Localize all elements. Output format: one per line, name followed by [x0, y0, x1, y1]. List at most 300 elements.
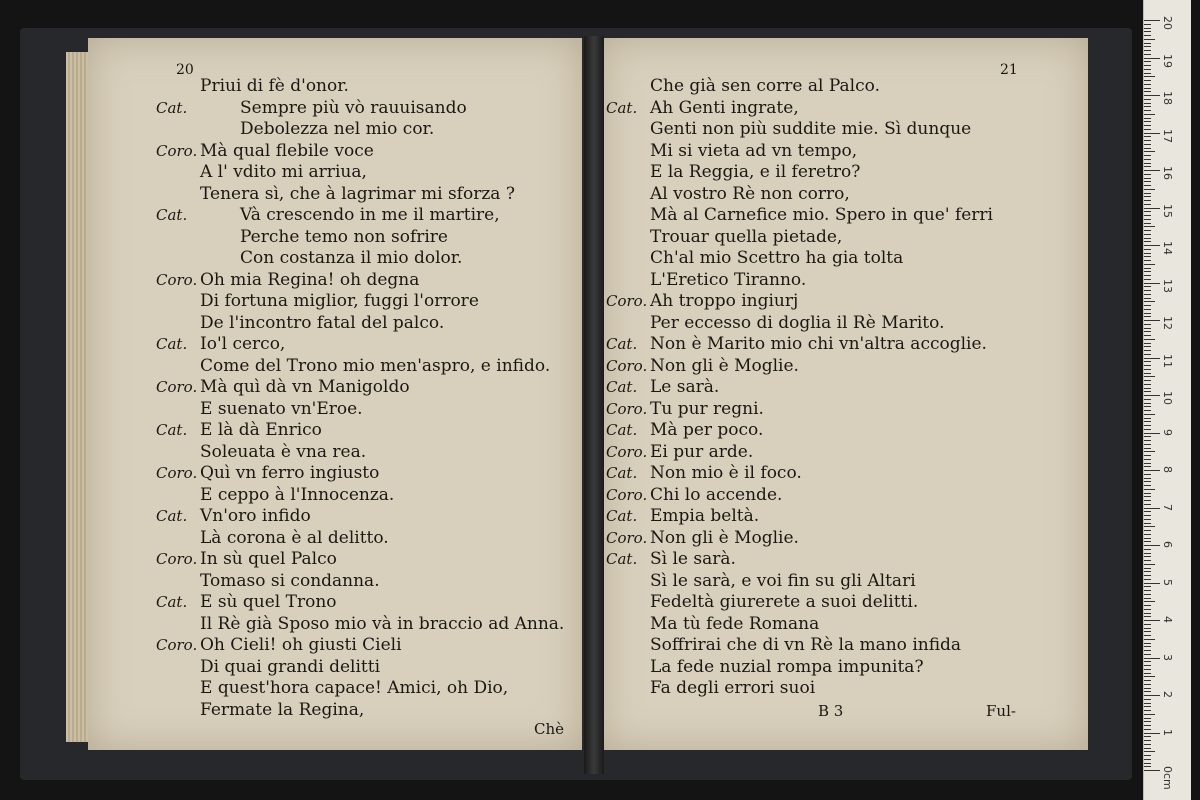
ruler-tick [1144, 298, 1151, 299]
ruler-tick [1144, 95, 1160, 96]
verse-line [156, 162, 576, 184]
ruler-tick [1144, 328, 1151, 329]
ruler-label: 7 [1161, 503, 1174, 511]
speaker-label: Cat. [156, 335, 188, 353]
ruler-tick [1144, 740, 1151, 741]
ruler-tick [1144, 470, 1160, 471]
ruler-tick [1144, 294, 1151, 295]
ruler-tick [1144, 669, 1151, 670]
ruler-tick [1144, 178, 1151, 179]
verse-line [606, 227, 1082, 249]
verse-text: Tenera sì, che à lagrimar mi sforza ? [200, 183, 515, 204]
ruler-tick [1144, 136, 1151, 137]
ruler-tick [1144, 69, 1151, 70]
speaker-label: Cat. [606, 98, 638, 117]
verse-line [156, 592, 576, 614]
ruler-tick [1144, 508, 1160, 509]
verse-line [606, 313, 1082, 335]
right-page-text [606, 76, 1082, 700]
speaker-label: Coro. [606, 485, 648, 504]
ruler-tick [1144, 264, 1155, 265]
verse-line [156, 657, 576, 679]
verse-text: Mà quì dà vn Manigoldo [200, 377, 410, 397]
ruler-tick [1144, 444, 1151, 445]
right-page-number: 21 [1000, 62, 1018, 78]
ruler-tick [1144, 635, 1151, 636]
verse-text: Trouar quella pietade, [650, 226, 843, 247]
verse-text: Soleuata è vna rea. [200, 441, 367, 462]
ruler-tick [1144, 133, 1160, 134]
verse-line [606, 119, 1082, 141]
verse-line [156, 184, 576, 206]
speaker-label: Coro. [156, 270, 198, 289]
verse-text: In sù quel Palco [200, 549, 337, 569]
ruler-tick [1144, 28, 1151, 29]
ruler-tick [1144, 140, 1151, 141]
speaker-label: Cat. [606, 550, 638, 568]
ruler-tick [1144, 226, 1155, 227]
verse-text: Di quai grandi delitti [200, 656, 381, 677]
ruler-tick [1144, 586, 1151, 587]
ruler-tick [1144, 61, 1151, 62]
verse-text: Perche temo non sofrire [240, 226, 448, 247]
ruler-label: 3 [1161, 653, 1174, 661]
ruler-label: 11 [1161, 353, 1174, 368]
ruler-tick [1144, 571, 1151, 572]
ruler-tick [1144, 620, 1160, 621]
ruler-tick [1144, 530, 1151, 531]
verse-text: Le sarà. [650, 377, 720, 397]
verse-line [606, 76, 1082, 98]
ruler-tick [1144, 31, 1151, 32]
verse-line [156, 399, 576, 421]
verse-line [156, 248, 576, 270]
verse-text: Soffrirai che di vn Rè la mano infida [650, 635, 962, 655]
ruler-tick [1144, 286, 1151, 287]
verse-line [606, 571, 1082, 593]
ruler-tick [1144, 290, 1151, 291]
ruler-tick [1144, 373, 1151, 374]
ruler-tick [1144, 680, 1151, 681]
speaker-label: Cat. [156, 507, 188, 525]
verse-line [606, 528, 1082, 550]
verse-line [606, 657, 1082, 679]
ruler-tick [1144, 20, 1160, 21]
ruler-tick [1144, 46, 1151, 47]
verse-text: Tomaso si condanna. [200, 570, 380, 591]
ruler-tick [1144, 598, 1151, 599]
verse-line [606, 98, 1082, 120]
ruler-tick [1144, 339, 1155, 340]
ruler-label: 18 [1161, 91, 1174, 105]
ruler-tick [1144, 193, 1151, 194]
ruler-tick [1144, 388, 1151, 389]
speaker-label: Coro. [606, 356, 648, 375]
verse-line [606, 377, 1082, 399]
ruler-tick [1144, 395, 1160, 396]
verse-text: Ah Genti ingrate, [650, 97, 799, 118]
ruler-tick [1144, 688, 1151, 689]
verse-line [606, 678, 1082, 700]
ruler-tick [1144, 181, 1151, 182]
verse-text: Non mio è il foco. [650, 463, 802, 483]
verse-line [156, 635, 576, 657]
ruler-tick [1144, 309, 1151, 310]
ruler-tick [1144, 320, 1160, 321]
ruler-tick [1144, 369, 1151, 370]
verse-text: Il Rè già Sposo mio và in braccio ad Anna. [200, 613, 565, 634]
ruler-label: 2 [1161, 691, 1174, 698]
verse-line [156, 313, 576, 335]
ruler-tick [1144, 144, 1151, 145]
ruler-label: 14 [1161, 241, 1174, 255]
speaker-label: Cat. [606, 421, 638, 439]
ruler-tick [1144, 463, 1151, 464]
verse-line [156, 377, 576, 399]
ruler-label: 4 [1161, 616, 1174, 623]
verse-text: Ah troppo ingiurj [650, 291, 799, 311]
ruler-tick [1144, 534, 1151, 535]
ruler-label: 12 [1161, 316, 1174, 330]
ruler-tick [1144, 500, 1151, 501]
ruler-tick [1144, 703, 1151, 704]
ruler-tick [1144, 714, 1155, 715]
ruler-tick [1144, 268, 1151, 269]
ruler-tick [1144, 24, 1151, 25]
verse-line [156, 571, 576, 593]
speaker-label: Coro. [156, 378, 198, 396]
ruler-tick [1144, 230, 1151, 231]
verse-line [606, 291, 1082, 313]
speaker-label: Cat. [606, 378, 638, 396]
verse-line [156, 270, 576, 292]
verse-line [606, 334, 1082, 356]
ruler-tick [1144, 80, 1151, 81]
ruler-label: 15 [1161, 203, 1174, 218]
ruler-label: 17 [1161, 128, 1174, 143]
ruler-tick [1144, 365, 1151, 366]
verse-text: La fede nuzial rompa impunita? [650, 656, 924, 677]
ruler-tick [1144, 429, 1151, 430]
verse-line [606, 162, 1082, 184]
ruler-tick [1144, 260, 1151, 261]
ruler-tick [1144, 706, 1151, 707]
verse-text: Ma tù fede Romana [650, 613, 820, 634]
ruler-tick [1144, 313, 1151, 314]
ruler-tick [1144, 455, 1151, 456]
verse-line [156, 420, 576, 442]
verse-text: Empia beltà. [650, 506, 760, 526]
verse-text: Là corona è al delitto. [200, 527, 389, 548]
ruler-tick [1144, 624, 1151, 625]
left-page-number: 20 [176, 62, 194, 78]
ruler-tick [1144, 485, 1151, 486]
ruler-tick [1144, 748, 1151, 749]
verse-line [156, 205, 576, 227]
verse-text: E là dà Enrico [200, 420, 322, 440]
ruler-tick [1144, 219, 1151, 220]
ruler-tick [1144, 744, 1151, 745]
ruler-tick [1144, 316, 1151, 317]
ruler-tick [1144, 493, 1151, 494]
verse-text: Sì le sarà. [650, 549, 736, 569]
ruler-label: 16 [1161, 166, 1174, 180]
ruler-label: 10 [1161, 391, 1174, 405]
verse-line [606, 549, 1082, 571]
ruler-tick [1144, 223, 1151, 224]
verse-line [156, 528, 576, 550]
verse-line [606, 420, 1082, 442]
verse-text: Che già sen corre al Palco. [650, 76, 880, 96]
verse-line [156, 700, 576, 722]
verse-text: Di fortuna miglior, fuggi l'orrore [200, 291, 479, 311]
verse-text: Mà qual flebile voce [200, 140, 374, 161]
ruler-tick [1144, 384, 1151, 385]
verse-line [606, 442, 1082, 464]
ruler-tick [1144, 174, 1151, 175]
ruler-tick [1144, 695, 1160, 696]
verse-line [156, 76, 576, 98]
speaker-label: Coro. [606, 442, 648, 461]
verse-line [156, 119, 576, 141]
verse-text: Vn'oro infido [200, 506, 311, 526]
ruler-tick [1144, 204, 1151, 205]
verse-line [606, 270, 1082, 292]
verse-text: Mà al Carnefice mio. Spero in que' ferri [650, 205, 993, 225]
ruler-tick [1144, 346, 1151, 347]
measurement-ruler [1143, 0, 1191, 800]
ruler-tick [1144, 759, 1151, 760]
verse-line [606, 485, 1082, 507]
speaker-label: Cat. [606, 464, 638, 482]
ruler-tick [1144, 283, 1160, 284]
ruler-tick [1144, 361, 1151, 362]
ruler-tick [1144, 474, 1151, 475]
ruler-tick [1144, 185, 1151, 186]
ruler-tick [1144, 639, 1155, 640]
speaker-label: Cat. [156, 98, 188, 117]
ruler-tick [1144, 489, 1155, 490]
ruler-tick [1144, 238, 1151, 239]
ruler-tick [1144, 658, 1160, 659]
ruler-tick [1144, 601, 1155, 602]
ruler-tick [1144, 148, 1151, 149]
speaker-label: Coro. [156, 141, 198, 160]
ruler-tick [1144, 253, 1151, 254]
verse-text: Priui di fè d'onor. [200, 76, 349, 96]
ruler-tick [1144, 643, 1151, 644]
ruler-tick [1144, 609, 1151, 610]
verse-line [606, 614, 1082, 636]
ruler-tick [1144, 556, 1151, 557]
verse-line [606, 356, 1082, 378]
ruler-tick [1144, 451, 1155, 452]
ruler-tick [1144, 710, 1151, 711]
ruler-tick [1144, 91, 1151, 92]
verse-text: Non è Marito mio chi vn'altra accoglie. [650, 334, 987, 354]
ruler-tick [1144, 196, 1151, 197]
verse-line [606, 205, 1082, 227]
ruler-tick [1144, 583, 1160, 584]
ruler-tick [1144, 358, 1160, 359]
ruler-tick [1144, 159, 1151, 160]
verse-line [156, 334, 576, 356]
verse-text: Fa degli errori suoi [650, 678, 816, 698]
verse-line [156, 506, 576, 528]
ruler-tick [1144, 189, 1155, 190]
ruler-tick [1144, 110, 1151, 111]
ruler-tick [1144, 249, 1151, 250]
ruler-tick [1144, 481, 1151, 482]
ruler-tick [1144, 676, 1155, 677]
ruler-tick [1144, 459, 1151, 460]
verse-text: Oh mia Regina! oh degna [200, 269, 420, 290]
ruler-label: 0cm [1161, 766, 1174, 790]
page-edges [66, 52, 90, 742]
verse-line [156, 227, 576, 249]
speaker-label: Coro. [156, 550, 198, 568]
verse-text: Sempre più vò rauuisando [240, 97, 467, 118]
ruler-tick [1144, 519, 1151, 520]
verse-text: Genti non più suddite mie. Sì dunque [650, 119, 972, 139]
ruler-tick [1144, 215, 1151, 216]
ruler-tick [1144, 200, 1151, 201]
verse-text: Ch'al mio Scettro ha gia tolta [650, 248, 904, 268]
ruler-tick [1144, 208, 1160, 209]
verse-text: E sù quel Trono [200, 592, 337, 612]
left-catchword: Chè [534, 720, 565, 738]
speaker-label: Coro. [606, 292, 648, 310]
ruler-tick [1144, 65, 1151, 66]
ruler-tick [1144, 496, 1151, 497]
verse-text: Và crescendo in me il martire, [240, 205, 500, 225]
verse-text: Al vostro Rè non corro, [650, 183, 850, 204]
ruler-tick [1144, 631, 1151, 632]
ruler-tick [1144, 523, 1151, 524]
verse-text: Quì vn ferro ingiusto [200, 463, 380, 483]
verse-line [156, 356, 576, 378]
ruler-tick [1144, 406, 1151, 407]
ruler-tick [1144, 114, 1155, 115]
ruler-tick [1144, 166, 1151, 167]
ruler-tick [1144, 650, 1151, 651]
left-page-text [156, 76, 576, 721]
ruler-tick [1144, 151, 1155, 152]
ruler-tick [1144, 646, 1151, 647]
ruler-tick [1144, 99, 1151, 100]
ruler-tick [1144, 54, 1151, 55]
ruler-tick [1144, 673, 1151, 674]
ruler-tick [1144, 575, 1151, 576]
verse-line [606, 592, 1082, 614]
ruler-tick [1144, 763, 1151, 764]
ruler-tick [1144, 275, 1151, 276]
ruler-tick [1144, 654, 1151, 655]
ruler-tick [1144, 436, 1151, 437]
verse-line [156, 549, 576, 571]
verse-text: Mà per poco. [650, 420, 764, 440]
ruler-tick [1144, 331, 1151, 332]
ruler-tick [1144, 414, 1155, 415]
ruler-tick [1144, 579, 1151, 580]
verse-text: E quest'hora capace! Amici, oh Dio, [200, 678, 509, 698]
ruler-tick [1144, 170, 1160, 171]
ruler-tick [1144, 549, 1151, 550]
speaker-label: Coro. [156, 636, 198, 654]
ruler-tick [1144, 118, 1151, 119]
ruler-label: 9 [1161, 428, 1174, 436]
ruler-tick [1144, 403, 1151, 404]
speaker-label: Cat. [156, 421, 188, 439]
ruler-tick [1144, 590, 1151, 591]
ruler-tick [1144, 755, 1151, 756]
verse-text: E ceppo à l'Innocenza. [200, 484, 395, 505]
speaker-label: Cat. [606, 335, 638, 353]
ruler-tick [1144, 628, 1151, 629]
ruler-label: 20 [1161, 16, 1174, 30]
verse-line [156, 141, 576, 163]
ruler-tick [1144, 50, 1151, 51]
verse-text: Tu pur regni. [650, 398, 764, 419]
verse-line [606, 248, 1082, 270]
ruler-tick [1144, 421, 1151, 422]
ruler-tick [1144, 568, 1151, 569]
verse-line [156, 614, 576, 636]
speaker-label: Coro. [606, 399, 648, 418]
ruler-tick [1144, 58, 1160, 59]
verse-text: E suenato vn'Eroe. [200, 398, 363, 419]
verse-text: Come del Trono mio men'aspro, e infido. [200, 355, 551, 376]
verse-text: Debolezza nel mio cor. [240, 119, 435, 139]
ruler-tick [1144, 613, 1151, 614]
ruler-tick [1144, 661, 1151, 662]
verse-line [606, 399, 1082, 421]
ruler-tick [1144, 35, 1151, 36]
verse-text: A l' vdito mi arriua, [200, 162, 367, 182]
ruler-tick [1144, 665, 1151, 666]
ruler-tick [1144, 560, 1151, 561]
ruler-tick [1144, 538, 1151, 539]
ruler-tick [1144, 121, 1151, 122]
verse-text: Fermate la Regina, [200, 699, 365, 720]
verse-text: L'Eretico Tiranno. [650, 269, 807, 290]
ruler-tick [1144, 271, 1151, 272]
verse-text: De l'incontro fatal del palco. [200, 312, 445, 333]
signature-mark: B 3 [818, 702, 844, 720]
ruler-tick [1144, 376, 1155, 377]
ruler-tick [1144, 76, 1155, 77]
speaker-label: Cat. [156, 206, 188, 224]
ruler-label: 6 [1161, 541, 1174, 548]
verse-text: Con costanza il mio dolor. [240, 248, 463, 268]
ruler-tick [1144, 73, 1151, 74]
ruler-tick [1144, 103, 1151, 104]
ruler-label: 19 [1161, 53, 1174, 68]
verse-text: E la Reggia, e il feretro? [650, 162, 861, 182]
verse-text: Fedeltà giurerete a suoi delitti. [650, 592, 919, 612]
ruler-tick [1144, 241, 1151, 242]
ruler-tick [1144, 605, 1151, 606]
ruler-tick [1144, 343, 1151, 344]
speaker-label: Cat. [606, 507, 638, 525]
ruler-tick [1144, 718, 1151, 719]
speaker-label: Coro. [156, 464, 198, 482]
verse-line [156, 463, 576, 485]
verse-line [606, 141, 1082, 163]
verse-text: Io'l cerco, [200, 334, 286, 354]
ruler-tick [1144, 155, 1151, 156]
ruler-tick [1144, 234, 1151, 235]
